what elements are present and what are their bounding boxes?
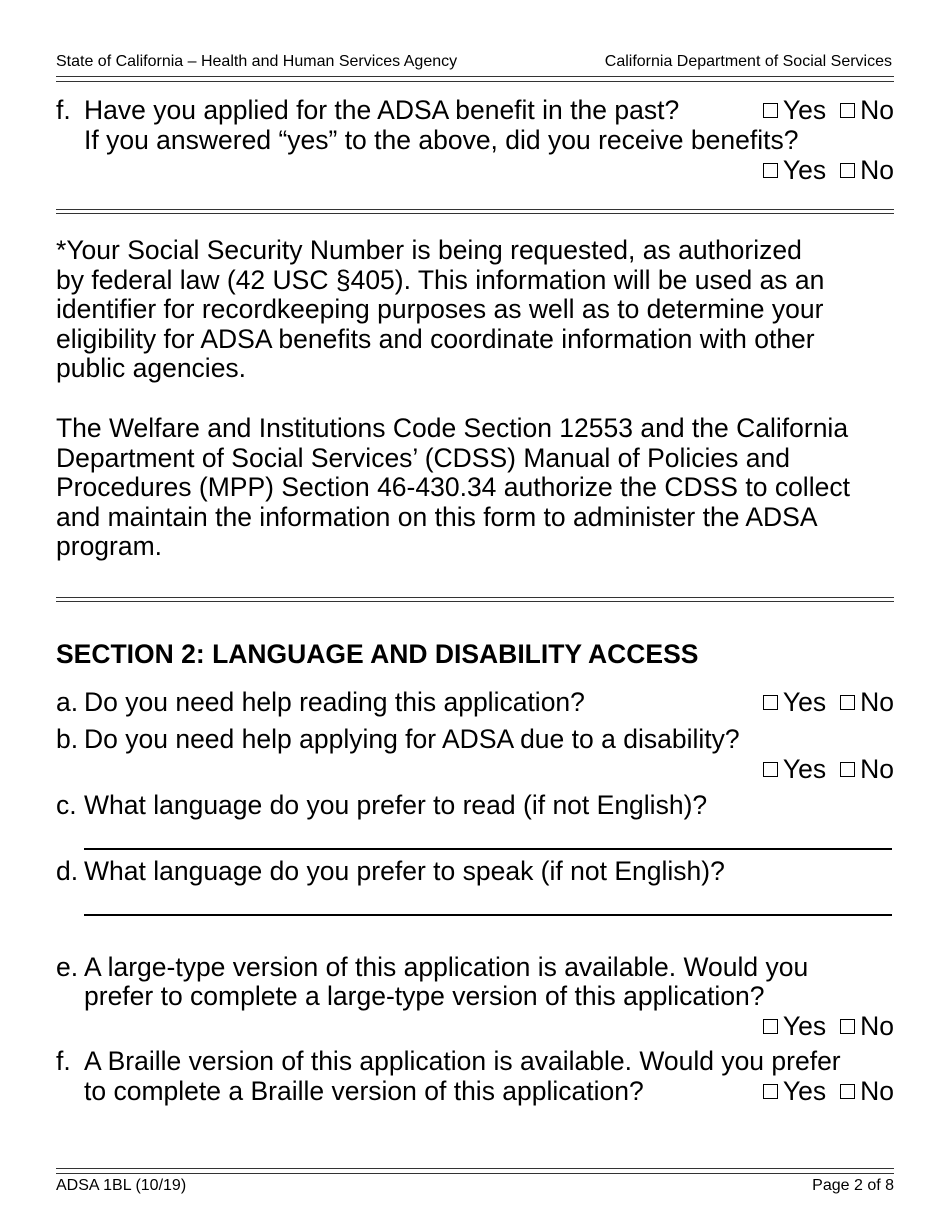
question-2a-yes[interactable]: Yes xyxy=(763,687,826,717)
question-2a-text: Do you need help reading this application? xyxy=(84,687,585,717)
checkbox-icon[interactable] xyxy=(840,695,855,710)
section-2-title: SECTION 2: LANGUAGE AND DISABILITY ACCESS xyxy=(56,639,699,669)
page-number: Page 2 of 8 xyxy=(812,1177,894,1194)
question-f-no[interactable]: No xyxy=(840,95,894,125)
checkbox-icon[interactable] xyxy=(763,163,778,178)
authority-paragraph: The Welfare and Institutions Code Section 12553 and the California Department of Social Services’ (CDSS) Manual of Policies and Procedures (MPP) Section 46-430.34 authorize the CDSS to collect and maintain the information on this form to administer the ADSA program. xyxy=(56,413,850,562)
question-2b-letter: b. xyxy=(56,724,79,754)
checkbox-icon[interactable] xyxy=(763,1019,778,1034)
question-f-followup-options xyxy=(763,155,894,185)
checkbox-icon[interactable] xyxy=(763,695,778,710)
checkbox-icon[interactable] xyxy=(840,1019,855,1034)
question-2b-text: Do you need help applying for ADSA due to a disability? xyxy=(84,724,740,754)
checkbox-icon[interactable] xyxy=(840,762,855,777)
section-divider xyxy=(56,597,894,602)
question-2e-options xyxy=(763,1011,894,1041)
checkbox-icon[interactable] xyxy=(763,1084,778,1099)
question-2f-line1: A Braille version of this application is available. Would you prefer xyxy=(84,1046,841,1076)
question-2b-no[interactable]: No xyxy=(840,754,894,784)
question-2b-yes[interactable]: Yes xyxy=(763,754,826,784)
checkbox-icon[interactable] xyxy=(763,103,778,118)
question-f-letter: f. xyxy=(56,95,71,125)
question-2e-no[interactable]: No xyxy=(840,1011,894,1041)
checkbox-icon[interactable] xyxy=(840,103,855,118)
question-2b-options xyxy=(763,754,894,784)
department-header: California Department of Social Services xyxy=(604,53,892,70)
question-2a-no[interactable]: No xyxy=(840,687,894,717)
question-2a-options xyxy=(763,687,894,717)
ssn-privacy-paragraph: *Your Social Security Number is being requested, as authorized by federal law (42 USC §405). This information will be used as an identifier for recordkeeping purposes as well as to determine your eligibility for ADSA benefits and coordinate information with other public agencies. xyxy=(56,235,825,384)
question-2d-letter: d. xyxy=(56,856,79,886)
question-f-followup-no[interactable]: No xyxy=(840,155,894,185)
question-2f-no[interactable]: No xyxy=(840,1076,894,1106)
checkbox-icon[interactable] xyxy=(763,762,778,777)
question-f-options xyxy=(763,95,894,125)
question-2c-text: What language do you prefer to read (if not English)? xyxy=(84,790,708,820)
question-2d-text: What language do you prefer to speak (if not English)? xyxy=(84,856,725,886)
question-2f-letter: f. xyxy=(56,1046,71,1076)
question-2c-letter: c. xyxy=(56,790,77,820)
question-2e-yes[interactable]: Yes xyxy=(763,1011,826,1041)
question-2f-line2: to complete a Braille version of this application? xyxy=(84,1076,644,1106)
section-divider xyxy=(56,209,894,214)
read-language-field[interactable] xyxy=(84,848,892,850)
question-2f-options xyxy=(763,1076,894,1106)
form-id: ADSA 1BL (10/19) xyxy=(56,1177,187,1194)
question-f-yes[interactable]: Yes xyxy=(763,95,826,125)
question-2e-line1: A large-type version of this application is available. Would you xyxy=(84,952,809,982)
question-f-followup-yes[interactable]: Yes xyxy=(763,155,826,185)
question-f-followup: If you answered “yes” to the above, did you receive benefits? xyxy=(84,125,799,155)
checkbox-icon[interactable] xyxy=(840,1084,855,1099)
question-2a-letter: a. xyxy=(56,687,79,717)
checkbox-icon[interactable] xyxy=(840,163,855,178)
question-2e-letter: e. xyxy=(56,952,79,982)
question-f-text: Have you applied for the ADSA benefit in the past? xyxy=(84,95,680,125)
footer-divider xyxy=(56,1168,894,1174)
header-divider xyxy=(56,76,894,82)
question-2f-yes[interactable]: Yes xyxy=(763,1076,826,1106)
speak-language-field[interactable] xyxy=(84,914,892,916)
question-2e-line2: prefer to complete a large-type version of this application? xyxy=(84,981,765,1011)
agency-header: State of California – Health and Human Services Agency xyxy=(56,53,458,70)
